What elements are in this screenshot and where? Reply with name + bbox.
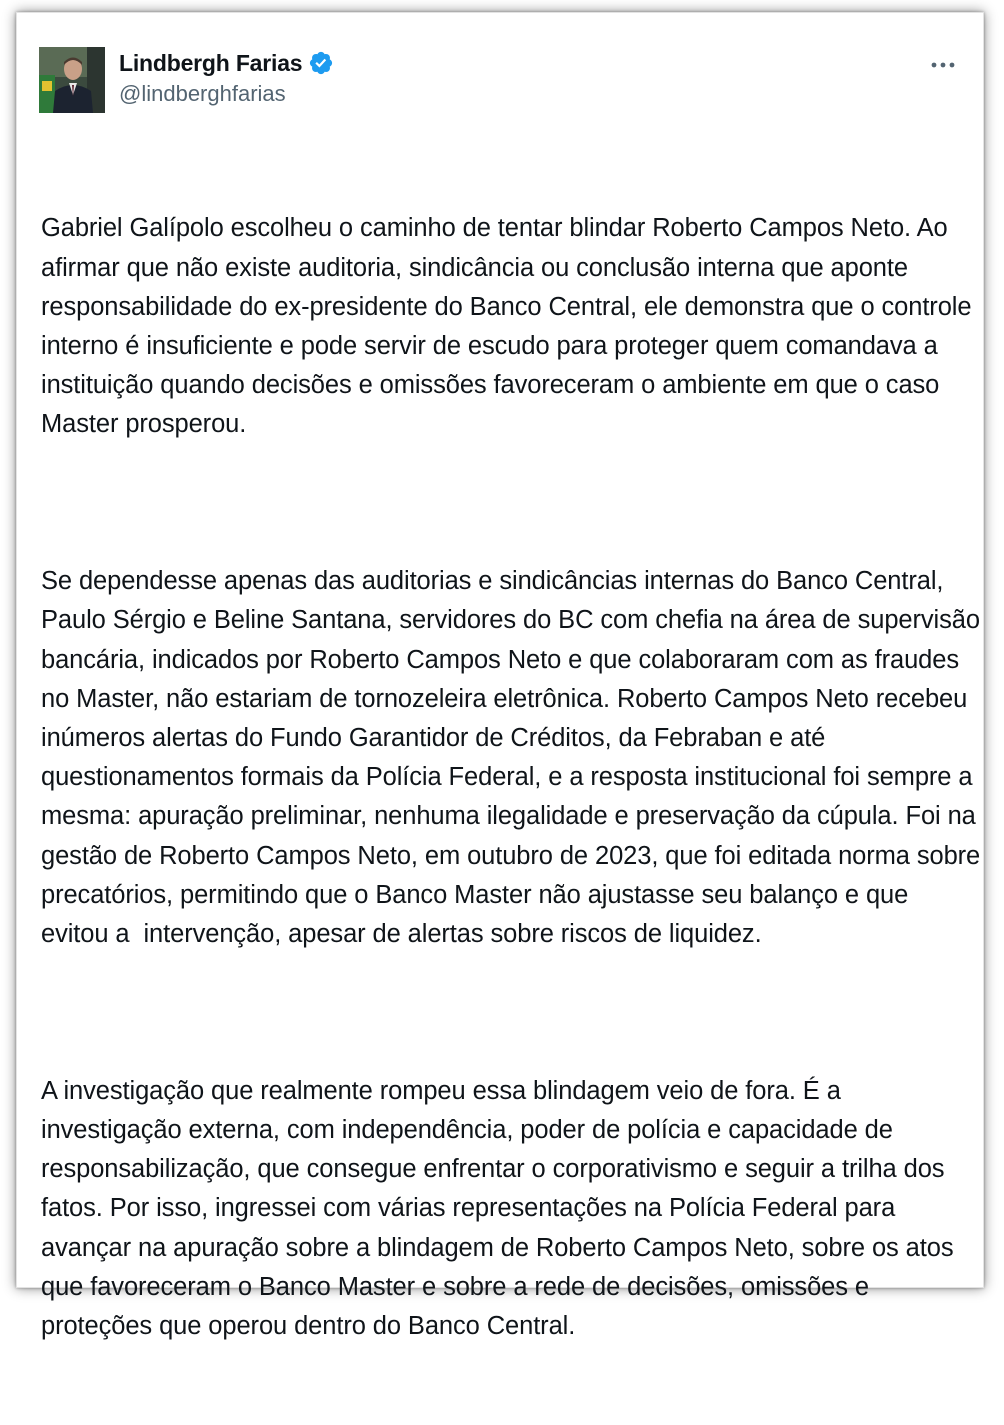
tweet-header [39, 47, 961, 115]
tweet-paragraph: Gabriel Galípolo escolheu o caminho de tentar blindar Roberto Campos Neto. Ao afirmar que não existe auditoria, sindicância ou conclusão interna que aponte responsabilidade do ex-presidente do Banco Central, ele demonstra que o controle interno é insuficiente e pode servir de escudo para proteger quem comandava a instituição quando decisões e omissões favoreceram o ambiente em que o caso Master prosperou. [41, 214, 979, 439]
verified-badge-icon [308, 50, 334, 76]
avatar-photo-icon [39, 47, 105, 113]
avatar[interactable] [39, 47, 105, 113]
tweet-paragraph: A investigação que realmente rompeu essa blindagem veio de fora. É a investigação externa, com independência, poder de polícia e capacidade de responsabilização, que consegue enfrentar o corporativismo e seguir a trilha dos fatos. Por isso, ingressei com várias representações na Polícia Federal para avançar na apuração sobre a blindagem de Roberto Campos Neto, sobre os atos que favoreceram o Banco Master e sobre a rede de decisões, omissões e proteções que operou dentro do Banco Central. [41, 1076, 961, 1341]
tweet-paragraph: Se dependesse apenas das auditorias e sindicâncias internas do Banco Central, Paulo Sérgio e Beline Santana, servidores do BC com chefia na área de supervisão bancária, indicados por Roberto Campos Neto e que colaboraram com as fraudes no Master, não estariam de tornozeleira eletrônica. Roberto Campos Neto recebeu inúmeros alertas do Fundo Garantidor de Créditos, da Febraban e até questionamentos formais da Polícia Federal, e a resposta institucional foi sempre a mesma: apuração preliminar, nenhuma ilegalidade e preservação da cúpula. Foi na gestão de Roberto Campos Neto, em outubro de 2023, que foi editada norma sobre precatórios, permitindo que o Banco Master não ajustasse seu balanço e que evitou a intervenção, apesar de alertas sobre riscos de liquidez. [41, 567, 988, 949]
tweet-text [41, 131, 988, 1425]
handle[interactable]: @lindberghfarias [119, 81, 286, 106]
display-name[interactable]: Lindbergh Farias [119, 49, 303, 76]
author-names [119, 47, 334, 107]
more-options-icon[interactable] [925, 53, 961, 77]
tweet-card [16, 12, 988, 1341]
name-row [119, 47, 334, 79]
